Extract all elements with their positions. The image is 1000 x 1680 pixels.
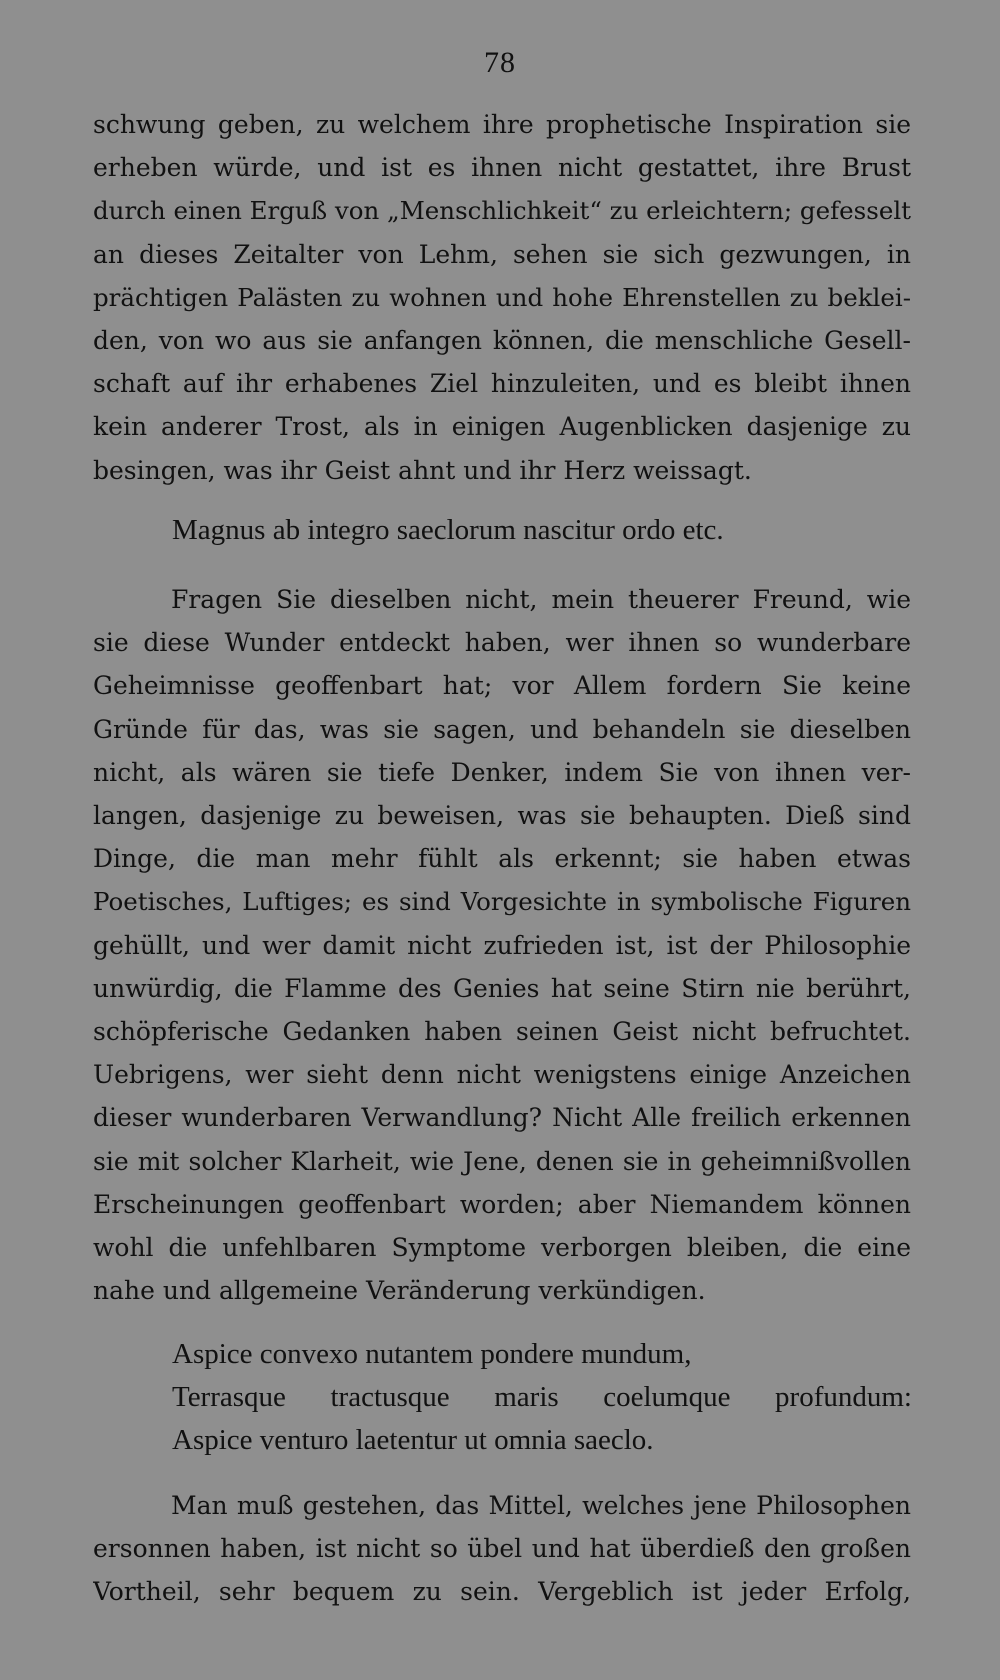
latin-verse: [172, 1333, 932, 1462]
text-line: unwürdig, die Flamme des Genies hat seine Stirn nie berührt,: [93, 973, 911, 1003]
verse-line: Terrasque tractusque maris coelumque profundum:: [172, 1381, 912, 1413]
text-line: wohl die unfehlbaren Symptome verborgen bleiben, die eine: [93, 1233, 911, 1263]
page-number: 78: [484, 46, 516, 79]
text-line: sie mit solcher Klarheit, wie Jene, denen sie in geheimnißvollen: [93, 1146, 911, 1176]
text-line: kein anderer Trost, als in einigen Augenblicken dasjenige zu: [93, 412, 911, 442]
latin-quote: [172, 509, 932, 552]
text-line: Gründe für das, was sie sagen, und behandeln sie dieselben: [93, 714, 911, 744]
text-line: den, von wo aus sie anfangen können, die menschliche Gesell-: [93, 326, 911, 356]
text-line: sie diese Wunder entdeckt haben, wer ihnen so wunderbare: [93, 628, 911, 658]
text-line: Geheimnisse geoffenbart hat; vor Allem fordern Sie keine: [93, 671, 911, 701]
text-line: erheben würde, und ist es ihnen nicht gestattet, ihre Brust: [93, 153, 911, 183]
text-line: an dieses Zeitalter von Lehm, sehen sie sich gezwungen, in: [93, 239, 911, 269]
text-line: Man muß gestehen, das Mittel, welches jene Philosophen: [171, 1491, 911, 1520]
text-line: Dinge, die man mehr fühlt als erkennt; sie haben etwas: [93, 844, 911, 874]
text-line: Erscheinungen geoffenbart worden; aber Niemandem können: [93, 1189, 911, 1219]
text-line: durch einen Erguß von „Menschlichkeit“ zu erleichtern; gefesselt: [93, 196, 911, 226]
text-line: schöpferische Gedanken haben seinen Geist nicht befruchtet.: [93, 1017, 911, 1047]
text-line: ersonnen haben, ist nicht so übel und hat überdieß den großen: [93, 1534, 911, 1564]
text-line: dieser wunderbaren Verwandlung? Nicht Alle freilich erkennen: [93, 1103, 911, 1133]
text-line: schwung geben, zu welchem ihre prophetische Inspiration sie: [93, 110, 911, 139]
text-line: schaft auf ihr erhabenes Ziel hinzuleiten, und es bleibt ihnen: [93, 369, 911, 399]
text-line: gehüllt, und wer damit nicht zufrieden ist, ist der Philosophie: [93, 930, 911, 960]
text-line: prächtigen Palästen zu wohnen und hohe Ehrenstellen zu beklei-: [93, 282, 911, 312]
paragraph-1: [93, 103, 911, 492]
text-line: nicht, als wären sie tiefe Denker, indem Sie von ihnen ver-: [93, 757, 911, 787]
text-line: nahe und allgemeine Veränderung verkündigen.: [93, 1276, 706, 1306]
paragraph-2: [93, 578, 911, 1312]
quote-line: Magnus ab integro saeclorum nascitur ordo etc.: [172, 514, 724, 546]
verse-line: Aspice convexo nutantem pondere mundum,: [172, 1338, 692, 1370]
text-line: langen, dasjenige zu beweisen, was sie behaupten. Dieß sind: [93, 801, 911, 831]
text-line: Fragen Sie dieselben nicht, mein theuerer Freund, wie: [171, 585, 911, 614]
verse-line: Aspice venturo laetentur ut omnia saeclo.: [172, 1424, 654, 1456]
text-line: besingen, was ihr Geist ahnt und ihr Herz weissagt.: [93, 455, 752, 485]
text-line: Vortheil, sehr bequem zu sein. Vergeblich ist jeder Erfolg,: [93, 1577, 911, 1607]
paragraph-3: [93, 1484, 911, 1614]
text-line: Uebrigens, wer sieht denn nicht wenigstens einige Anzeichen: [93, 1060, 911, 1090]
text-line: Poetisches, Luftiges; es sind Vorgesichte in symbolische Figuren: [93, 887, 911, 917]
